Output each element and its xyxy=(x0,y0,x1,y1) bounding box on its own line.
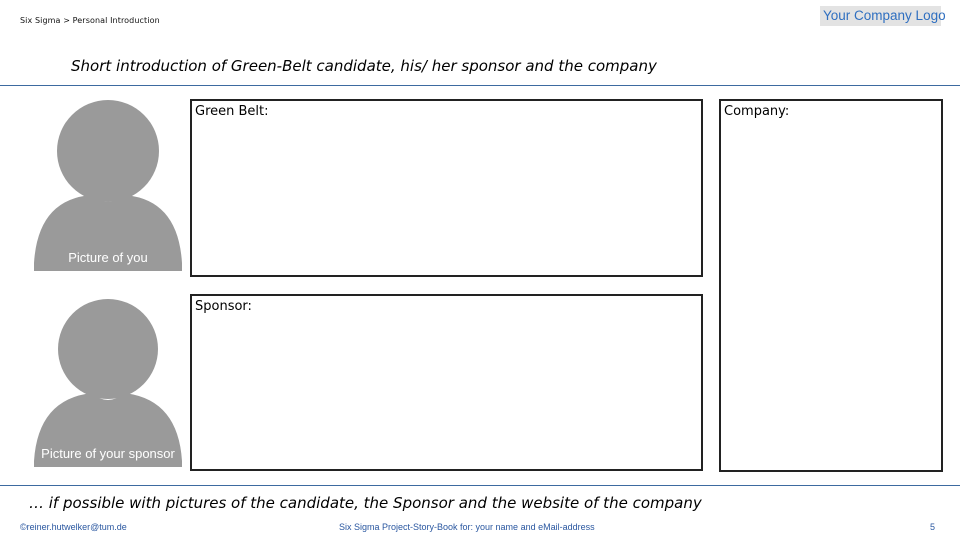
person-silhouette-icon xyxy=(34,97,182,271)
slide-title: Short introduction of Green-Belt candidate, his/ her sponsor and the company xyxy=(71,57,657,75)
footer-email: ©reiner.hutwelker@tum.de xyxy=(20,522,127,532)
candidate-picture-caption: Picture of you xyxy=(68,250,148,265)
company-logo-placeholder[interactable]: Your Company Logo xyxy=(820,6,941,26)
sponsor-textbox[interactable] xyxy=(190,294,703,471)
person-silhouette-icon xyxy=(34,297,182,471)
footer-note: … if possible with pictures of the candidate, the Sponsor and the website of the company xyxy=(29,494,702,512)
header-divider xyxy=(0,85,960,86)
page-number: 5 xyxy=(930,522,936,532)
footer-divider xyxy=(0,485,960,486)
company-label: Company: xyxy=(724,104,790,119)
green-belt-label: Green Belt: xyxy=(195,104,269,119)
green-belt-textbox[interactable] xyxy=(190,99,703,277)
sponsor-picture-caption: Picture of your sponsor xyxy=(41,446,175,461)
company-textbox[interactable] xyxy=(719,99,943,472)
sponsor-label: Sponsor: xyxy=(195,299,252,314)
candidate-picture-placeholder[interactable] xyxy=(34,97,182,271)
sponsor-picture-placeholder[interactable] xyxy=(34,297,182,471)
footer-project-info: Six Sigma Project-Story-Book for: your name and eMail-address xyxy=(339,522,595,532)
breadcrumb: Six Sigma > Personal Introduction xyxy=(20,16,160,25)
